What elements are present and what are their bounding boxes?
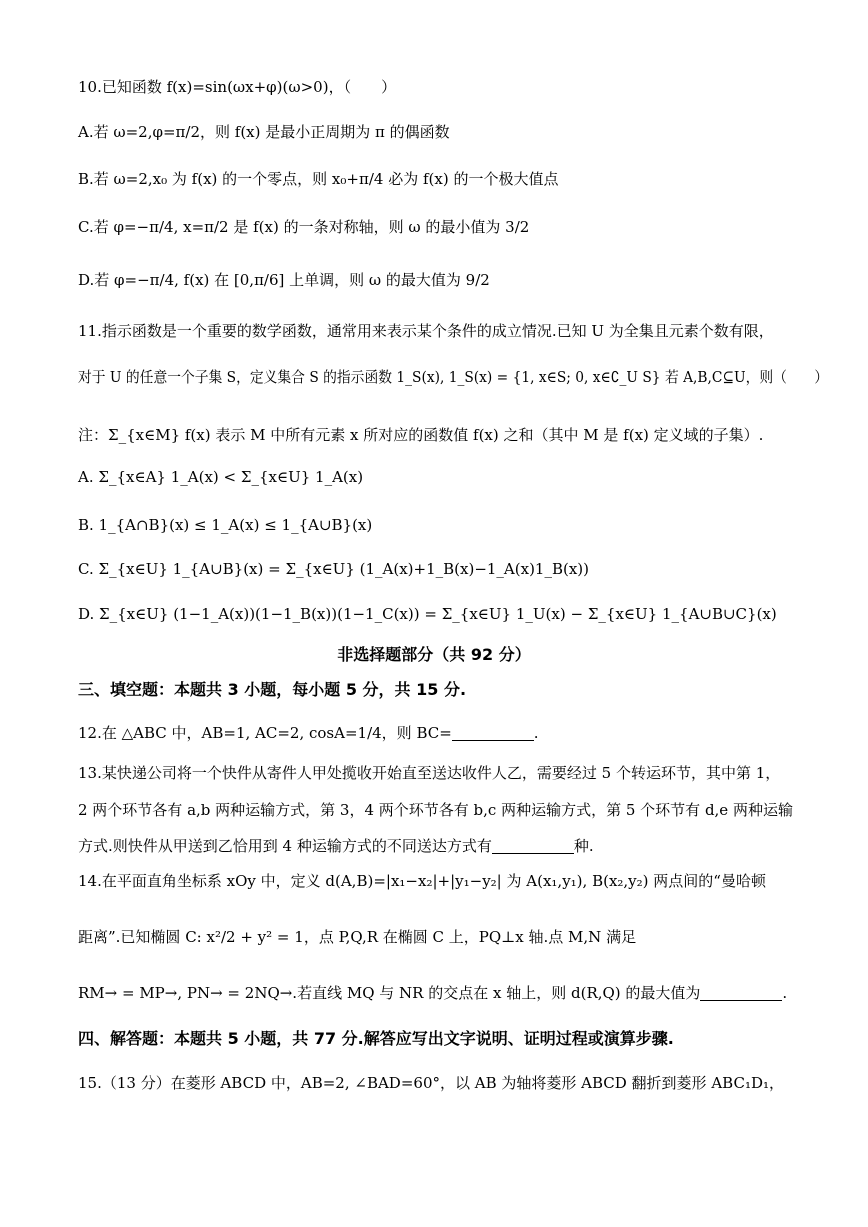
q13-text: 方式.则快件从甲送到乙恰用到 4 种运输方式的不同送达方式有 — [78, 837, 492, 855]
q12-text: 12.在 △ABC 中，AB=1, AC=2, cosA=1/4，则 BC= — [78, 724, 452, 742]
q14-text: RM→ = MP→, PN→ = 2NQ→.若直线 MQ 与 NR 的交点在 x 轴上，则 d(R,Q) 的最大值为 — [78, 984, 701, 1002]
section-3-title: 三、填空题：本题共 3 小题，每小题 5 分，共 15 分. — [78, 680, 467, 699]
q13-end: 种. — [573, 837, 594, 855]
q10-option-d: D.若 φ=−π/4, f(x) 在 [0,π/6] 上单调，则 ω 的最大值为 9/2 — [78, 271, 490, 289]
q13-answer-blank[interactable] — [492, 839, 574, 854]
q11-stem-line2: 对于 U 的任意一个子集 S，定义集合 S 的指示函数 1_S(x), 1_S(x) = {1, x∈S; 0, x∈∁_U S} 若 A,B,C⊆U，则（ ） — [78, 368, 829, 386]
q13-line3 — [78, 839, 594, 854]
q13-line1: 13.某快递公司将一个快件从寄件人甲处揽收开始直至送达收件人乙，需要经过 5 个转运环节，其中第 1， — [78, 764, 781, 782]
q12-end: . — [533, 724, 539, 742]
q14-line2: 距离”.已知椭圆 C: x²/2 + y² = 1，点 P,Q,R 在椭圆 C 上，PQ⊥x 轴.点 M,N 满足 — [78, 928, 637, 946]
q10-option-c: C.若 φ=−π/4, x=π/2 是 f(x) 的一条对称轴，则 ω 的最小值为 3/2 — [78, 218, 530, 236]
q10-option-a: A.若 ω=2,φ=π/2，则 f(x) 是最小正周期为 π 的偶函数 — [78, 123, 450, 141]
q11-stem-line1: 11.指示函数是一个重要的数学函数，通常用来表示某个条件的成立情况.已知 U 为全集且元素个数有限， — [78, 322, 774, 340]
q14-answer-blank[interactable] — [700, 986, 782, 1001]
q14-end: . — [782, 984, 788, 1002]
q14-line3 — [78, 986, 787, 1001]
q11-option-a: A. Σ_{x∈A} 1_A(x) < Σ_{x∈U} 1_A(x) — [78, 468, 364, 486]
q10-option-b: B.若 ω=2,x₀ 为 f(x) 的一个零点，则 x₀+π/4 必为 f(x) 的一个极大值点 — [78, 170, 559, 188]
q10-stem: 10.已知函数 f(x)=sin(ωx+φ)(ω>0)，（ ） — [78, 78, 397, 96]
q12 — [78, 726, 539, 741]
q13-line2: 2 两个环节各有 a,b 两种运输方式，第 3，4 两个环节各有 b,c 两种运输方式，第 5 个环节有 d,e 两种运输 — [78, 801, 793, 819]
q11-option-d: D. Σ_{x∈U} (1−1_A(x))(1−1_B(x))(1−1_C(x)) = Σ_{x∈U} 1_U(x) − Σ_{x∈U} 1_{A∪B∪C}(x) — [78, 605, 777, 623]
q11-option-b: B. 1_{A∩B}(x) ≤ 1_A(x) ≤ 1_{A∪B}(x) — [78, 516, 373, 534]
q15-stem: 15.（13 分）在菱形 ABCD 中，AB=2, ∠BAD=60°，以 AB 为轴将菱形 ABCD 翻折到菱形 ABC₁D₁， — [78, 1074, 784, 1092]
q11-note: 注：Σ_{x∈M} f(x) 表示 M 中所有元素 x 所对应的函数值 f(x) 之和（其中 M 是 f(x) 定义域的子集）. — [78, 426, 764, 444]
section-4-title: 四、解答题：本题共 5 小题，共 77 分.解答应写出文字说明、证明过程或演算步骤. — [78, 1029, 674, 1048]
part-title: 非选择题部分（共 92 分） — [337, 645, 531, 664]
q12-answer-blank[interactable] — [452, 726, 534, 741]
q11-option-c: C. Σ_{x∈U} 1_{A∪B}(x) = Σ_{x∈U} (1_A(x)+1_B(x)−1_A(x)1_B(x)) — [78, 560, 590, 578]
q14-line1: 14.在平面直角坐标系 xOy 中，定义 d(A,B)=|x₁−x₂|+|y₁−y₂| 为 A(x₁,y₁), B(x₂,y₂) 两点间的“曼哈顿 — [78, 872, 766, 890]
